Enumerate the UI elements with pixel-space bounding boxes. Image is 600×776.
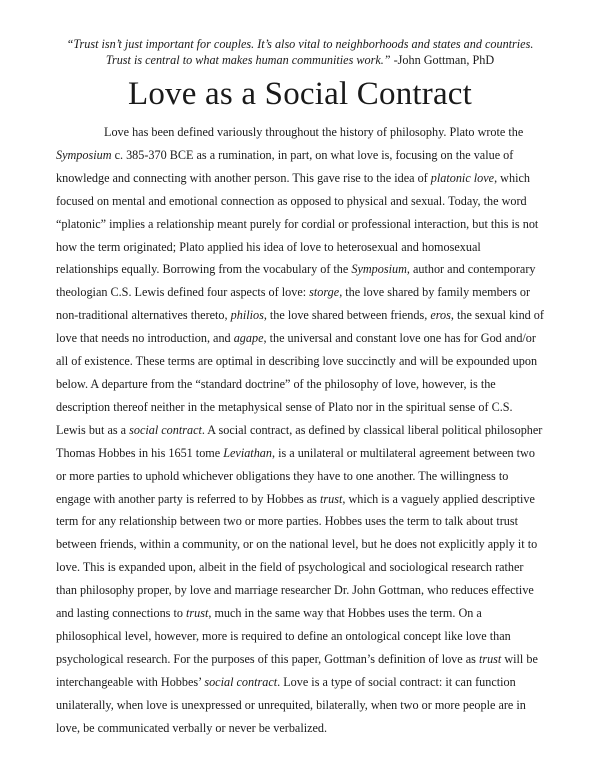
italic-term: storge [309,285,340,300]
italic-term: philios [230,308,264,323]
italic-term: social contract [204,674,278,689]
text-run: c. 385-370 BCE as a rumination, in part, on what love is, focusing on the value of knowledge and connecting with another person. This gave rise to the idea of [56,147,514,185]
text-run: , the love shared between friends, [263,308,431,323]
text-run: will be interchangeable with Hobbes’ [56,651,538,689]
italic-term: trust [478,651,502,666]
text-run: . Love is a type of social contract: it can function unilaterally, when love is unexpressed or unrequited, bilaterally, when two or more people are in love, be communicated verbally or never be verbalized. [56,674,526,735]
text-run: , is a unilateral or multilateral agreement between two or more parties to uphold whichever obligations they have to one another. The willingness to engage with another party is referred to by Hobbes as [56,445,535,506]
text-run: Love has been defined variously throughout the history of philosophy. Plato wrote the [104,125,524,139]
text-run: , much in the same way that Hobbes uses the term. On a philosophical level, however, more is required to define an ontological concept like love than psychological research. For the purposes of this paper, Gottman’s definition of love as [56,606,511,666]
italic-term: trust [319,491,343,506]
text-run: . A social contract, as defined by classical liberal political philosopher Thomas Hobbes in his 1651 tome [56,422,543,460]
italic-term: Symposium [351,262,407,277]
italic-term: trust [185,606,209,621]
italic-term: Leviathan [223,445,272,460]
text-run: , the universal and constant love one has for God and/or all of existence. These terms are optimal in describing love succinctly and will be expounded upon below. A departure from the “standard doctrine” of the philosophy of love, however, is the description thereof neither in the metaphysical sense of Plato nor in the spiritual sense of C.S. Lewis but as a [56,331,538,437]
text-run: , the love shared by family members or non-traditional alternatives thereto, [56,285,531,323]
italic-term: eros [430,308,451,323]
italic-term: agape [233,331,264,346]
text-run: , which focused on mental and emotional connection as opposed to physical and sexual. Today, the word “platonic” implies a relationship meant purely for cordial or professional interaction, but this is not how the term originated; Plato applied his idea of love to heterosexual and homosexual relationships equally. Borrowing from the vocabulary of the [56,170,539,277]
italic-term: social contract [129,422,202,437]
italic-term: Symposium [56,147,112,162]
italic-term: platonic love [430,170,495,185]
text-run: , which is a vaguely applied descriptive term for any relationship between two or more parties. Hobbes uses the term to talk about trust between friends, within a community, or on the national level, but he does not explicitly apply it to love. This is expanded upon, albeit in the field of psychological and sociological research rather than philosophy proper, by love and marriage researcher Dr. John Gottman, who reduces effective and lasting connections to [56,491,538,621]
text-run: , author and contemporary theologian C.S. Lewis defined four aspects of love: [56,262,536,300]
epigraph [56,36,544,68]
body-paragraph [56,121,544,739]
text-run: , the sexual kind of love that needs no introduction, and [56,308,544,346]
epigraph-quote-line2: Trust is central to what makes human communities work.” [105,53,391,67]
epigraph-attribution: -John Gottman, PhD [390,53,495,67]
epigraph-quote-line1: “Trust isn’t just important for couples. It’s also vital to neighborhoods and states and countries. [66,37,534,51]
document-title: Love as a Social Contract [127,76,473,112]
